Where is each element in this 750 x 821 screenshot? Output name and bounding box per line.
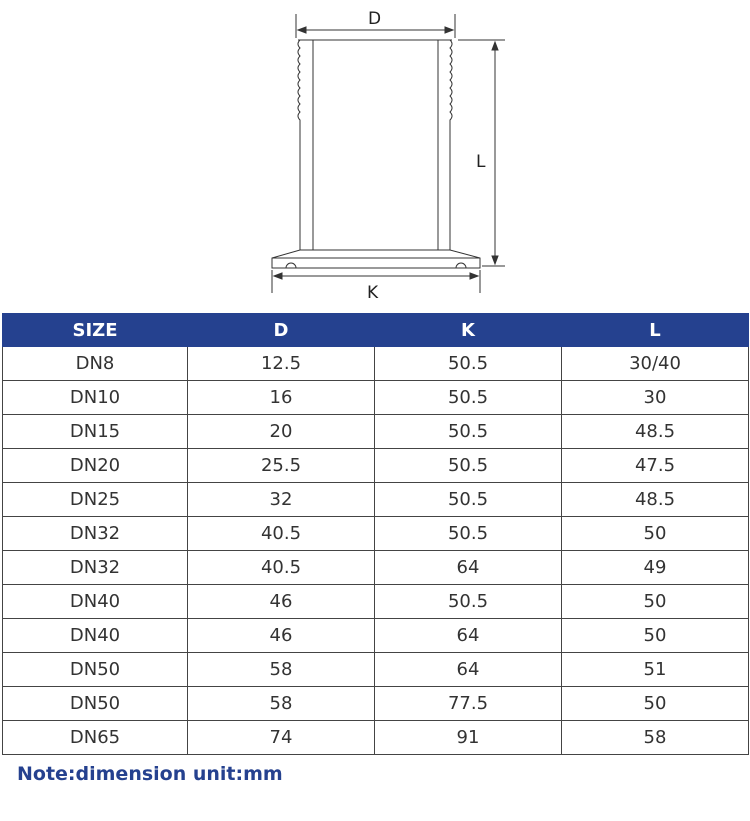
- cell-size: DN32: [3, 551, 188, 585]
- dimension-label-d: D: [368, 9, 382, 29]
- cell-k: 77.5: [375, 687, 562, 721]
- cell-l: 51: [562, 653, 749, 687]
- cell-l: 50: [562, 585, 749, 619]
- cell-k: 64: [375, 551, 562, 585]
- cell-size: DN25: [3, 483, 188, 517]
- cell-l: 50: [562, 687, 749, 721]
- table-row: [3, 347, 749, 381]
- unit-note: Note:dimension unit:mm: [17, 763, 283, 785]
- cell-k: 50.5: [375, 585, 562, 619]
- cell-k: 64: [375, 619, 562, 653]
- cell-l: 50: [562, 619, 749, 653]
- cell-l: 50: [562, 517, 749, 551]
- table-header-row: [3, 314, 749, 347]
- cell-k: 50.5: [375, 381, 562, 415]
- dimension-label-k: K: [367, 283, 379, 303]
- table-row: [3, 381, 749, 415]
- cell-l: 47.5: [562, 449, 749, 483]
- cell-k: 91: [375, 721, 562, 755]
- cell-d: 58: [188, 653, 375, 687]
- header-l: L: [562, 314, 749, 347]
- cell-d: 46: [188, 585, 375, 619]
- header-k: K: [375, 314, 562, 347]
- cell-d: 16: [188, 381, 375, 415]
- table-row: [3, 687, 749, 721]
- cell-d: 12.5: [188, 347, 375, 381]
- table-row: [3, 449, 749, 483]
- cell-size: DN20: [3, 449, 188, 483]
- cell-k: 50.5: [375, 483, 562, 517]
- cell-size: DN15: [3, 415, 188, 449]
- table-body: [3, 347, 749, 755]
- table-row: [3, 653, 749, 687]
- cell-d: 40.5: [188, 551, 375, 585]
- cell-size: DN50: [3, 653, 188, 687]
- cell-size: DN50: [3, 687, 188, 721]
- cell-d: 46: [188, 619, 375, 653]
- cell-d: 20: [188, 415, 375, 449]
- dimension-label-l: L: [476, 152, 486, 172]
- cell-size: DN32: [3, 517, 188, 551]
- cell-l: 48.5: [562, 483, 749, 517]
- cell-size: DN10: [3, 381, 188, 415]
- table-row: [3, 517, 749, 551]
- size-specification-table: [2, 313, 749, 755]
- cell-size: DN8: [3, 347, 188, 381]
- cell-d: 40.5: [188, 517, 375, 551]
- cell-l: 30: [562, 381, 749, 415]
- cell-k: 50.5: [375, 347, 562, 381]
- header-size: SIZE: [3, 314, 188, 347]
- table-row: [3, 483, 749, 517]
- cell-d: 74: [188, 721, 375, 755]
- table-row: [3, 619, 749, 653]
- cell-k: 50.5: [375, 449, 562, 483]
- table-row: [3, 721, 749, 755]
- cell-d: 58: [188, 687, 375, 721]
- cell-size: DN65: [3, 721, 188, 755]
- cell-l: 49: [562, 551, 749, 585]
- cell-l: 30/40: [562, 347, 749, 381]
- cell-size: DN40: [3, 585, 188, 619]
- cell-k: 64: [375, 653, 562, 687]
- table-row: [3, 585, 749, 619]
- ferrule-technical-drawing: [0, 0, 750, 305]
- cell-l: 48.5: [562, 415, 749, 449]
- cell-size: DN40: [3, 619, 188, 653]
- cell-d: 32: [188, 483, 375, 517]
- header-d: D: [188, 314, 375, 347]
- cell-d: 25.5: [188, 449, 375, 483]
- table-row: [3, 415, 749, 449]
- table-row: [3, 551, 749, 585]
- cell-k: 50.5: [375, 517, 562, 551]
- cell-l: 58: [562, 721, 749, 755]
- cell-k: 50.5: [375, 415, 562, 449]
